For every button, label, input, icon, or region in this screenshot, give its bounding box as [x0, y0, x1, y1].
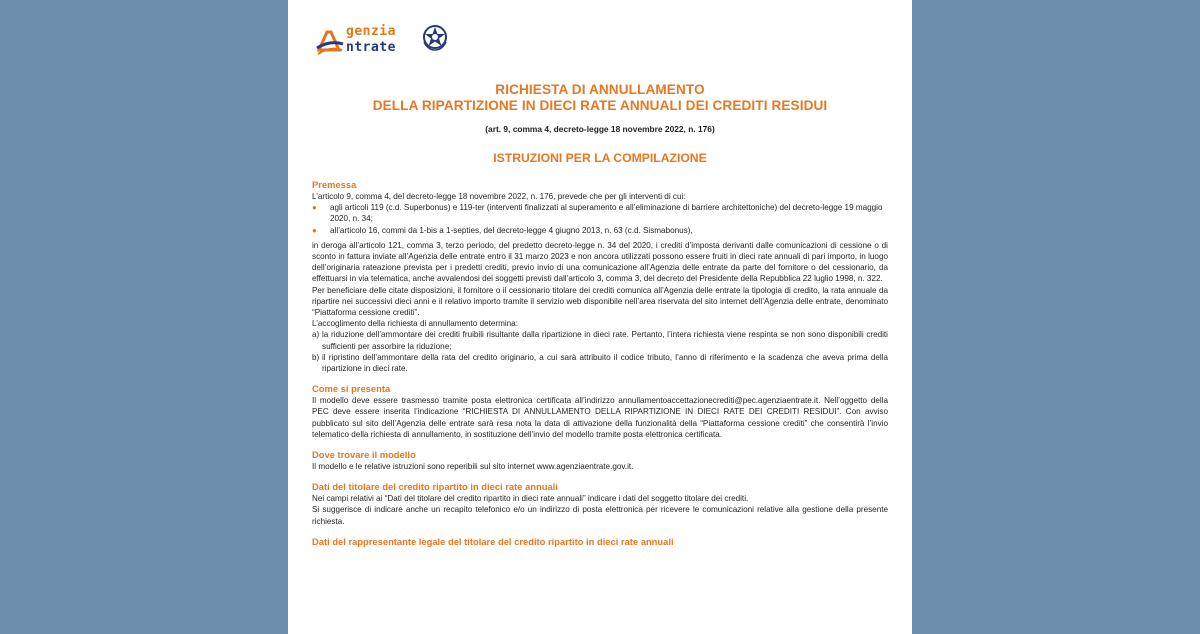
bullet-dot-icon: ●: [312, 225, 317, 235]
dati-titolare-paragraph-1: Nei campi relativi ai “Dati del titolare del credito ripartito in dieci rate annuali” indicare i dati del soggetto titolare dei crediti.: [312, 494, 749, 504]
heading-dati-rappresentante: Dati del rappresentante legale del titolare del credito ripartito in dieci rate annuali: [312, 535, 674, 547]
dati-titolare-paragraph-2: Si suggerisce di indicare anche un recapito telefonico e/o un indirizzo di posta elettronica per ricevere le comunicazioni relative alla gestione della presente richiesta.: [312, 505, 888, 526]
bullet-dot-icon: ●: [312, 203, 317, 213]
heading-dove-trovare: Dove trovare il modello: [312, 449, 416, 461]
premessa-bullet-1: [312, 202, 888, 224]
logo-word-agenzia: genzia: [346, 24, 396, 39]
premessa-bullet-2: [312, 225, 888, 236]
premessa-paragraph-2: Per beneficiare delle citate disposizioni, il fornitore o il cessionario titolare dei crediti comunica all’Agenzia delle entrate la tipologia di credito, la rata annuale da ripartire nei successivi dieci anni e il relativo importo tramite il servizio web disponibile nell’area riservata del sito internet dell’Agenzia delle entrate, denominato “Piattaforma cessione crediti”.: [312, 285, 888, 318]
agenzia-entrate-logo: [316, 18, 888, 58]
come-si-presenta-paragraph: Il modello deve essere trasmesso tramite posta elettronica certificata all’indirizzo annullamentoaccettazionecrediti@pec.agenziaentrate.it. Nell’oggetto della PEC deve essere inserita l’indicazione “RICHIESTA DI ANNULLAMENTO DELLA RIPARTIZIONE IN DIECI RATE DEI CREDITI RESIDUI”. Con avviso pubblicato sul sito dell’Agenzia delle entrate sarà resa nota la data di attivazione della funzionalità della “Piattaforma cessione crediti” che consentirà l’invio telematico della richiesta di annullamento, in sostituzione dell’invio del modello tramite posta elettronica certificata.: [312, 396, 888, 439]
document-page: [288, 0, 912, 634]
premessa-intro: L’articolo 9, comma 4, del decreto-legge 18 novembre 2022, n. 176, prevede che per gli interventi di cui:: [312, 192, 686, 201]
item-text: il ripristino dell’ammontare della rata del credito originario, a cui sarà attribuito il codice tributo, l’anno di riferimento e la scadenza che aveva prima della ripartizione in dieci rate.: [322, 352, 888, 374]
instructions-heading: ISTRUZIONI PER LA COMPILAZIONE: [493, 151, 707, 165]
title-line-1: RICHIESTA DI ANNULLAMENTO: [495, 82, 705, 97]
dove-trovare-paragraph: Il modello e le relative istruzioni sono reperibili sul sito internet www.agenziaentrate.gov.it.: [312, 462, 634, 472]
premessa-paragraph-1: in deroga all’articolo 121, comma 3, terzo periodo, del predetto decreto-legge n. 34 del 2020, i crediti d’imposta derivanti dalle comunicazioni di cessione o di sconto in fattura inviate all’Agenzia delle entrate entro il 31 marzo 2023 e non ancora utilizzati possono essere fruiti in dieci rate annuali di pari importo, in luogo dell’originaria rateazione prevista per i predetti crediti, previo invio di una comunicazione all’Agenzia delle entrate da parte del fornitore o del cessionario, da effettuarsi in via telematica, anche avvalendosi dei soggetti previsti dall’articolo 3, comma 3, del decreto del Presidente della Repubblica 22 luglio 1998, n. 322.: [312, 240, 888, 284]
title-line-2: DELLA RIPARTIZIONE IN DIECI RATE ANNUALI DEI CREDITI RESIDUI: [372, 98, 828, 113]
bullet-text: agli articoli 119 (c.d. Superbonus) e 119-ter (interventi finalizzati al superamento e all’eliminazione di barriere architettoniche) del decreto-legge 19 maggio 2020, n. 34;: [330, 203, 883, 224]
logo-mark: [316, 18, 444, 58]
logo-swoosh-icon: [316, 28, 344, 56]
document-title: [312, 82, 888, 114]
item-label: b): [312, 352, 320, 362]
logo-word-entrate: ntrate: [346, 40, 396, 55]
premessa-item-a: [312, 329, 888, 351]
item-label: a): [312, 330, 320, 340]
premessa-paragraph-3: L’accoglimento della richiesta di annullamento determina:: [312, 319, 518, 329]
heading-dati-titolare: Dati del titolare del credito ripartito in dieci rate annuali: [312, 481, 558, 493]
heading-come-si-presenta: Come si presenta: [312, 383, 391, 395]
premessa-item-b: [312, 352, 888, 374]
bullet-text: all’articolo 16, commi da 1-bis a 1-septies, del decreto-legge 4 giugno 2013, n. 63 (c.d. Sismabonus),: [330, 225, 693, 235]
document-body: [312, 179, 888, 548]
heading-premessa: Premessa: [312, 179, 357, 190]
italian-republic-emblem-icon: [420, 22, 450, 52]
item-text: la riduzione dell’ammontare dei crediti fruibili risultante dalla ripartizione in dieci rate. Pertanto, l’intera richiesta viene respinta se non sono disponibili crediti sufficienti per assorbire la riduzione;: [322, 330, 888, 351]
document-subtitle: (art. 9, comma 4, decreto-legge 18 novembre 2022, n. 176): [485, 124, 715, 134]
